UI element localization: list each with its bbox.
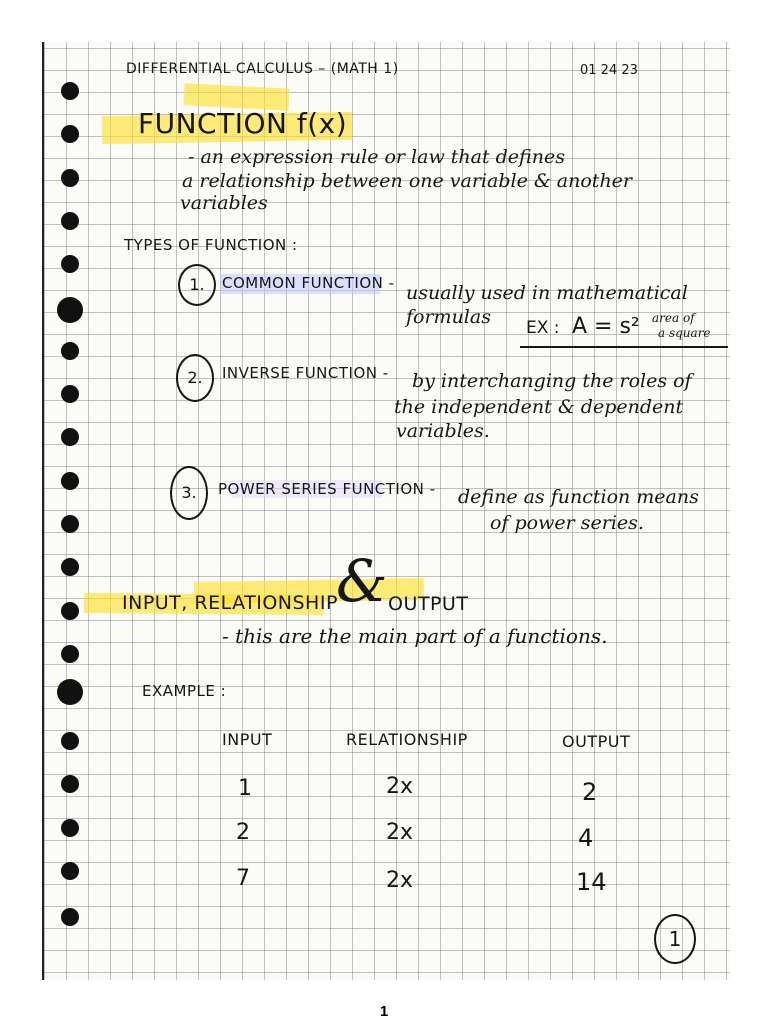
example-label: EX : (526, 318, 560, 338)
io-title-ampersand: & (336, 547, 388, 615)
subject-heading: DIFFERENTIAL CALCULUS – (MATH 1) (126, 61, 399, 77)
definition-line: variables (180, 192, 268, 214)
example-heading: EXAMPLE : (142, 682, 227, 700)
underline-rule (520, 346, 728, 348)
table-cell: 1 (238, 776, 252, 801)
definition-line: a relationship between one variable & another (182, 170, 633, 192)
type-description: formulas (406, 306, 491, 328)
binder-hole (57, 679, 83, 705)
table-cell: 2 (236, 820, 250, 845)
binder-hole (61, 255, 79, 273)
binder-hole (61, 212, 79, 230)
type-description: usually used in mathematical (406, 282, 688, 304)
type-name: COMMON FUNCTION - (222, 274, 395, 292)
example-note: a square (658, 326, 711, 340)
table-cell: 2x (386, 868, 414, 893)
binder-hole (61, 862, 79, 880)
table-header: OUTPUT (562, 732, 631, 751)
io-title: INPUT, RELATIONSHIP (122, 592, 338, 614)
table-cell: 14 (576, 868, 607, 896)
binder-hole (61, 558, 79, 576)
io-title: OUTPUT (388, 593, 469, 615)
binder-hole (61, 819, 79, 837)
binder-hole (61, 645, 79, 663)
binder-hole (61, 602, 79, 620)
type-description: variables. (396, 420, 490, 442)
type-name: INVERSE FUNCTION - (222, 364, 389, 382)
table-cell: 2x (386, 820, 414, 845)
notebook-page (42, 42, 730, 980)
table-cell: 4 (578, 824, 594, 852)
binder-hole (61, 342, 79, 360)
function-title: FUNCTION f(x) (138, 107, 348, 140)
note-date: 01 24 23 (580, 63, 638, 78)
example-note: area of (652, 311, 695, 325)
binder-hole (61, 169, 79, 187)
number-circle: 2. (176, 354, 214, 402)
binder-hole (61, 125, 79, 143)
types-heading: TYPES OF FUNCTION : (124, 236, 298, 254)
table-cell: 7 (236, 866, 250, 891)
type-description: by interchanging the roles of (412, 370, 692, 392)
binder-hole (61, 82, 79, 100)
definition-line: - an expression rule or law that defines (188, 146, 565, 168)
io-note: - this are the main part of a functions. (222, 624, 608, 648)
number-circle: 3. (170, 466, 208, 520)
binder-hole (61, 775, 79, 793)
number-circle: 1. (178, 264, 216, 306)
type-name: POWER SERIES FUNCTION - (218, 480, 436, 498)
table-header: INPUT (222, 730, 273, 749)
type-description: the independent & dependent (394, 396, 684, 418)
page-number: 1 (379, 1003, 389, 1020)
example-formula: A = s² (572, 314, 640, 339)
binder-hole (61, 428, 79, 446)
type-description: of power series. (490, 512, 644, 534)
table-cell: 2 (582, 778, 598, 806)
binder-hole (61, 732, 79, 750)
binder-hole (61, 385, 79, 403)
binder-hole (61, 908, 79, 926)
type-description: define as function means (458, 486, 699, 508)
binder-hole (57, 297, 83, 323)
page-badge: 1 (654, 914, 696, 964)
table-cell: 2x (386, 774, 414, 799)
binder-hole (61, 472, 79, 490)
table-header: RELATIONSHIP (346, 730, 468, 749)
binder-hole (61, 515, 79, 533)
